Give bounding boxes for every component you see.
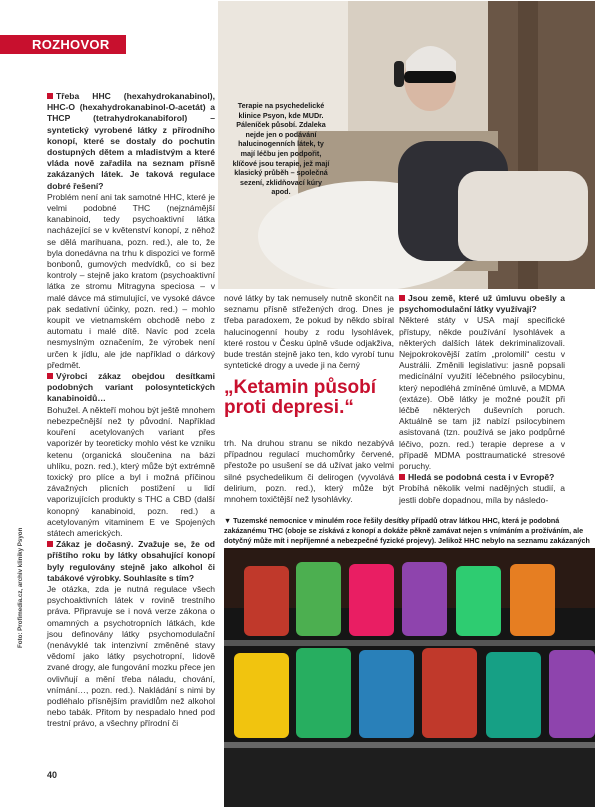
question-marker bbox=[399, 295, 405, 301]
column-2-top bbox=[224, 293, 394, 371]
section-label: ROZHOVOR bbox=[0, 35, 126, 54]
column-3 bbox=[399, 293, 565, 506]
question-5: Hledá se podobná cesta i v Evropě? bbox=[399, 472, 565, 483]
column-2-bottom bbox=[224, 438, 394, 505]
question-1: Třeba HHC (hexahydrokanabinol), HHC-O (hexahydrokanabinol-O-acetát) a THCP (tetrahydrokanabiforol) – syntetický vyrobené látky z přírodního konopí, které se dostaly do pochutin dostupných dětem a mladistvým a které vláda nově zařadila na seznam přísně zakázaných látek. Je taková regulace dobré řešení? bbox=[47, 91, 215, 191]
answer-1: Problém není ani tak samotné HHC, které je velmi podobné THC (nejznámější kanabinoid, tedy psychoaktivní látka nacházející se v květenství konopí, z něhož se dělá marihuana, pozn. red.), ale to, že byla donedávna na trhu k dispozici ve formě bonbonů, gumových medvídků, co si bez kontroly – stejně jako kratom (psychoaktivní látka ze stromu Mitragyna speciosa – v malé dávce má stimulující, ve vysoké dávce pak sedativní účinky, pozn. red.) – mohlo koupit ve vietnamském obchodě nebo z automatu i malé dítě. Navíc pod zcela nesmyslným označením, že výrobek není určen k jídlu, ale jde například o dárkový předmět. bbox=[47, 191, 215, 370]
question-marker bbox=[47, 93, 53, 99]
vending-machine-photo bbox=[224, 548, 595, 807]
question-4: Jsou země, které už úmluvu obešly a psychomodulační látky využívají? bbox=[399, 293, 565, 315]
answer-3: Je otázka, zda je nutná regulace všech psychoaktivních látek v rovině trestního práva. Připravuje se i nová verze zákona o omamných a psychotropních látkách, kde jsou definovány látky psychomodulační (nenávyklé tak intenzivní změněné stavy vědomí jako látky psychotropní, lidově zvané drogy, ale fungování mozku přece jen ovlivňují a mění třeba náladu, chování, vnímání…, pozn. red.). Nakládání s nimi by podléhalo přísnějším pravidlům než alkohol nebo tabák. Přitom by nespadalo hned pod trestní právo, a všechny přírodní či bbox=[47, 583, 215, 729]
column-1 bbox=[47, 91, 215, 730]
vending-photo-caption: ▼ Tuzemské nemocnice v minulém roce řešily desítky případů otrav látkou HHC, která je podobná zakázanému THC (oboje se získává z konopí a dokáže pěkně zamávat nejen s vnímáním a prožíváním, ale dotyčný může mít i nepříjemné a nebezpečné fyzické projevy). Jelikož HHC nebylo na seznamu zakázaných bbox=[224, 516, 590, 546]
answer-continued: nové látky by tak nemusely nutně skončit na seznamu přísně střežených drog. Dnes je třeba paradoxem, že pokud by někdo sbíral halucinogenní houby z rodu lysohlávek, které rostou v Česku úplně všude odjakživa, bude trestán stejně jako ten, kdo vyrobí tunu syntetické drogy a uvede ji na černý bbox=[224, 293, 394, 371]
answer-4: Některé státy v USA mají specifické přístupy, někde používání lysohlávek a některých dalších látek dekriminalizovali. Nejpokrokovější zatím „prolomili“ cestu v Austrálii. Změnili legislativu: jasně popsali medicínální využití léčebného psilocybinu, který nepodléhá zmíněné úmluvě, a MDMA (extáze). Obě látky je možné použít při léčbě některých duševních poruch. Aktuálně se tam již nabízí psilocybinem asistovaná (tzn. používá se jako podpůrné léčivo, pozn. red.) terapie deprese a v případě MDMA posttraumatické stresové poruchy. bbox=[399, 315, 565, 472]
question-3: Zákaz je dočasný. Zvažuje se, že od příštího roku by látky obsahující konopí byly regulovány stejně jako alkohol či tabákové výrobky. Souhlasíte s tím? bbox=[47, 539, 215, 583]
therapy-photo-caption: Terapie na psychedelické klinice Psyon, kde MUDr. Páleníček působí. Zdaleka nejde jen o podávání halucinogenních látek, ty mají léčbu jen podpořit, klíčové jsou terapie, jež mají klasický průběh – společná sezení, zklidňovací kúry apod. bbox=[232, 101, 330, 197]
answer-5: Probíhá několik velmi nadějných studií, a jestli dobře dopadnou, mílа by následо- bbox=[399, 483, 565, 505]
pull-quote: „Ketamin působí proti depresi.“ bbox=[224, 377, 377, 418]
question-2: Výrobci zákaz obejdou desítkami podobných variant polosyntetických kanabinoidů… bbox=[47, 371, 215, 404]
answer-2: Bohužel. A někteří mohou být ještě mnohem nebezpečnější než ty původní. Například kouření acetylovaných variant přes vaporizér by teoreticky mohlo vést ke vzniku ketenu (organická sloučenina na bázi uhlíku, pozn. red.), který může být extrémně toxický pro plíce a byl i možná příčinou závažných plicních postižení u lidí vaporizujících produkty s THC a CBD (další konopný kanabinoid, pozn. red.) a acetylovaným vitaminem E ve Spojených státech amerických. bbox=[47, 404, 215, 538]
page-number: 40 bbox=[47, 770, 58, 780]
answer-continued-2: trh. Na druhou stranu se nikdo nezabývá případnou regulací muchomůrky červené, přestože po usušení se dá užívat jako velmi silné psychedelikum či delirogen (vyvolává delirium, pozn. red.), který může být mnohem toxičtější než lysohlávky. bbox=[224, 438, 394, 505]
question-marker bbox=[399, 474, 405, 480]
question-marker bbox=[47, 373, 53, 379]
question-marker bbox=[47, 541, 53, 547]
photo-credit: Foto: Profimedia.cz, archiv kliniky Psyon bbox=[17, 527, 24, 648]
